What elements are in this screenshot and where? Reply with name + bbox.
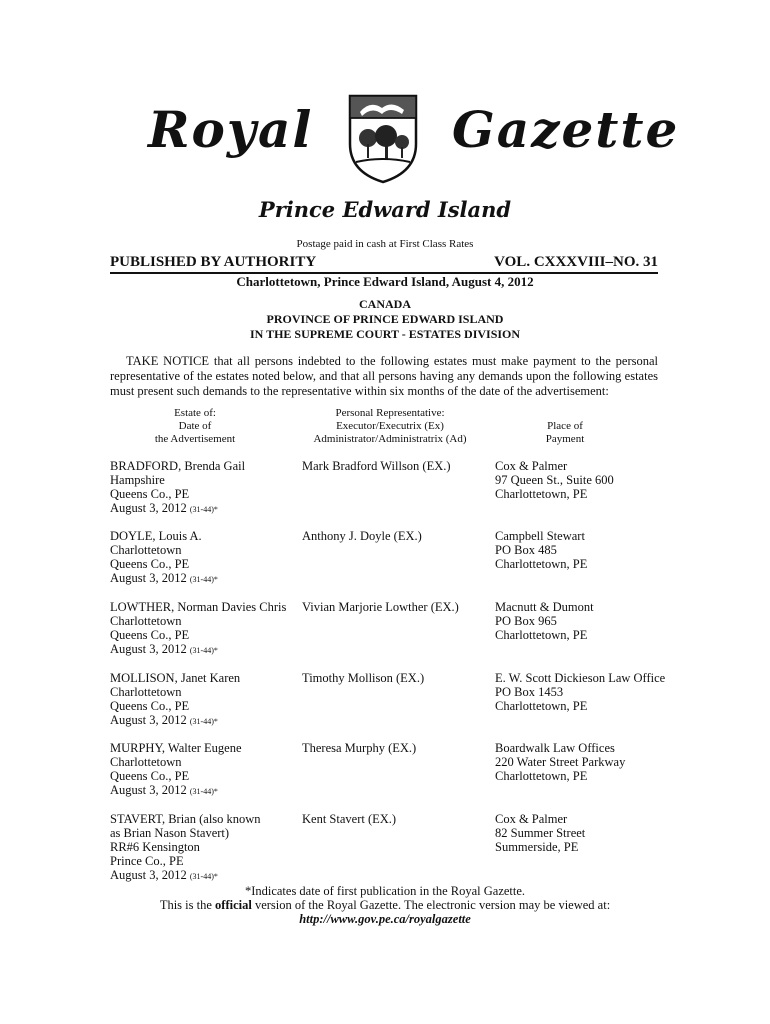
estate-details: MOLLISON, Janet Karen Charlottetown Queens Co., PE August 3, 2012 (31-44)* xyxy=(110,671,310,729)
published-by-authority: PUBLISHED BY AUTHORITY xyxy=(110,254,317,270)
publication-code: (31-44)* xyxy=(189,646,218,655)
estate-name: BRADFORD, Brenda Gail xyxy=(110,459,246,473)
masthead-royal: Royal xyxy=(148,100,314,159)
estate-details: BRADFORD, Brenda Gail Hampshire Queens Co., PE August 3, 2012 (31-44)* xyxy=(110,459,310,517)
advert-date: August 3, 2012 xyxy=(110,783,187,797)
notice-paragraph: TAKE NOTICE that all persons indebted to the following estates must make payment to the personal representative of the estates noted below, and that all persons having any demands upon the following estates must present such demands to the representative within six months of the date of the advertisement: xyxy=(110,354,658,398)
personal-representative: Anthony J. Doyle (EX.) xyxy=(302,529,422,543)
publication-code: (31-44)* xyxy=(189,717,218,726)
court-line: PROVINCE OF PRINCE EDWARD ISLAND xyxy=(266,312,504,326)
column-header-place: Place of Payment xyxy=(545,420,585,445)
volume-number: VOL. CXXXVIII–NO. 31 xyxy=(494,254,658,270)
personal-representative: Theresa Murphy (EX.) xyxy=(302,741,417,755)
personal-representative: Vivian Marjorie Lowther (EX.) xyxy=(302,600,459,614)
masthead xyxy=(0,92,770,187)
publication-code: (31-44)* xyxy=(189,505,218,514)
estate-entry xyxy=(110,459,670,523)
estate-name: DOYLE, Louis A. xyxy=(110,529,202,543)
estate-details: DOYLE, Louis A. Charlottetown Queens Co., PE August 3, 2012 (31-44)* xyxy=(110,529,310,587)
estate-entry xyxy=(110,812,670,890)
provincial-crest-icon xyxy=(344,92,422,184)
estate-entry xyxy=(110,671,670,735)
estate-name: MURPHY, Walter Eugene xyxy=(110,741,242,755)
dateline: Charlottetown, Prince Edward Island, August 4, 2012 xyxy=(236,274,534,289)
publication-banner xyxy=(110,254,658,274)
place-of-payment: Boardwalk Law Offices 220 Water Street Parkway Charlottetown, PE xyxy=(495,741,626,783)
postage-note: Postage paid in cash at First Class Rates xyxy=(296,238,474,250)
province-subtitle: Prince Edward Island xyxy=(258,197,512,222)
court-line: CANADA xyxy=(359,297,411,311)
estate-name: LOWTHER, Norman Davies Chris xyxy=(110,600,287,614)
place-of-payment: Campbell Stewart PO Box 485 Charlottetown, PE xyxy=(495,529,588,571)
place-of-payment: Macnutt & Dumont PO Box 965 Charlottetown, PE xyxy=(495,600,594,642)
official-version-note: This is the official version of the Royal Gazette. The electronic version may be viewed at: xyxy=(159,898,611,912)
asterisk-note: *Indicates date of first publication in the Royal Gazette. xyxy=(244,884,526,898)
advert-date: August 3, 2012 xyxy=(110,501,187,515)
masthead-gazette: Gazette xyxy=(452,100,680,159)
advert-date: August 3, 2012 xyxy=(110,642,187,656)
publication-code: (31-44)* xyxy=(189,575,218,584)
publication-code: (31-44)* xyxy=(189,872,218,881)
publication-code: (31-44)* xyxy=(189,787,218,796)
place-of-payment: Cox & Palmer 82 Summer Street Summerside, PE xyxy=(495,812,586,854)
estate-name: MOLLISON, Janet Karen xyxy=(110,671,241,685)
estate-entry xyxy=(110,600,670,664)
personal-representative: Mark Bradford Willson (EX.) xyxy=(302,459,451,473)
estate-details: STAVERT, Brian (also known as Brian Nason Stavert) RR#6 Kensington Prince Co., PE August 3, 2012 (31-44)* xyxy=(110,812,310,884)
estate-details: LOWTHER, Norman Davies Chris Charlottetown Queens Co., PE August 3, 2012 (31-44)* xyxy=(110,600,310,658)
estate-entry xyxy=(110,529,670,593)
estate-name: STAVERT, Brian (also known xyxy=(110,812,261,826)
place-of-payment: E. W. Scott Dickieson Law Office PO Box 1453 Charlottetown, PE xyxy=(495,671,666,713)
column-header-representative: Personal Representative: Executor/Executrix (Ex) Administrator/Administratrix (Ad) xyxy=(313,407,467,445)
footer xyxy=(0,884,770,926)
advert-date: August 3, 2012 xyxy=(110,868,187,882)
estate-details: MURPHY, Walter Eugene Charlottetown Queens Co., PE August 3, 2012 (31-44)* xyxy=(110,741,310,799)
court-line: IN THE SUPREME COURT - ESTATES DIVISION xyxy=(249,327,521,341)
personal-representative: Kent Stavert (EX.) xyxy=(302,812,397,826)
court-heading xyxy=(0,297,770,342)
personal-representative: Timothy Mollison (EX.) xyxy=(302,671,425,685)
gazette-url-link[interactable]: http://www.gov.pe.ca/royalgazette xyxy=(299,912,471,926)
column-header-estate: Estate of: Date of the Advertisement xyxy=(154,407,236,445)
advert-date: August 3, 2012 xyxy=(110,571,187,585)
advert-date: August 3, 2012 xyxy=(110,713,187,727)
estate-entry xyxy=(110,741,670,805)
place-of-payment: Cox & Palmer 97 Queen St., Suite 600 Charlottetown, PE xyxy=(495,459,614,501)
